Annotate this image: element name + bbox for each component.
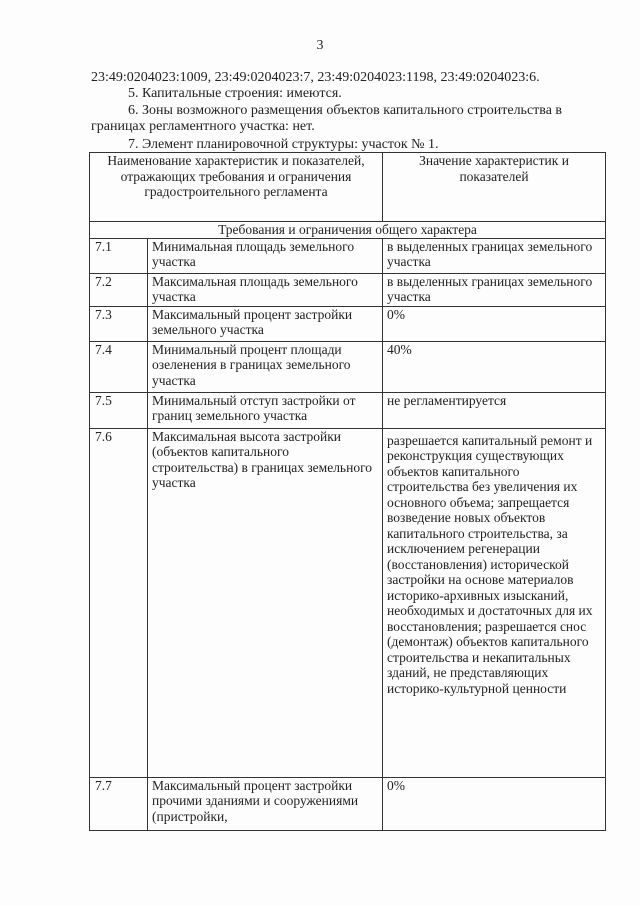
row-number: 7.5: [90, 392, 148, 428]
row-characteristic: Максимальная высота застройки (объектов капитального строительства) в границах земельного участка: [148, 428, 383, 777]
table-row: [90, 238, 606, 273]
capital-buildings-item: 5. Капитальные строения: имеются.: [128, 86, 342, 101]
row-number: 7.2: [90, 273, 148, 306]
table-row: [90, 273, 606, 306]
row-value: 40%: [383, 341, 606, 392]
page-number: 3: [316, 38, 324, 53]
placement-zones-item-continued: границах регламентного участка: нет.: [91, 119, 315, 134]
row-characteristic: Минимальная площадь земельного участка: [148, 238, 383, 273]
row-number: 7.7: [90, 777, 148, 830]
table-row: [90, 392, 606, 428]
table-header-row: [90, 153, 606, 222]
row-value: 0%: [383, 777, 606, 830]
cadastral-numbers-line: 23:49:0204023:1009, 23:49:0204023:7, 23:49:0204023:1198, 23:49:0204023:6.: [91, 70, 540, 85]
table-row: [90, 341, 606, 392]
table-row: [90, 306, 606, 341]
row-value: в выделенных границах земельного участка: [383, 273, 606, 306]
row-number: 7.6: [90, 428, 148, 777]
row-characteristic: Минимальный отступ застройки от границ земельного участка: [148, 392, 383, 428]
table-row: [90, 777, 606, 830]
row-value: разрешается капитальный ремонт и реконструкция существующих объектов капитального строительства без увеличения их основного объема; запрещается возведение новых объектов капитального строительства, за исключением регенерации (восстановления) исторической застройки на основе материалов историко-архивных изысканий, необходимых и достаточных для их восстановления; разрешается снос (демонтаж) объектов капитального строительства и некапитальных зданий, не представляющих историко-культурной ценности: [383, 428, 606, 777]
row-characteristic: Минимальный процент площади озеленения в границах земельного участка: [148, 341, 383, 392]
regulation-table: [89, 152, 606, 831]
row-characteristic: Максимальная площадь земельного участка: [148, 273, 383, 306]
row-characteristic: Максимальный процент застройки прочими зданиями и сооружениями (пристройки,: [148, 777, 383, 830]
section-title: Требования и ограничения общего характера: [90, 222, 606, 239]
row-number: 7.3: [90, 306, 148, 341]
row-number: 7.1: [90, 238, 148, 273]
row-value: не регламентируется: [383, 392, 606, 428]
header-values: Значение характеристик и показателей: [383, 153, 606, 222]
planning-element-item: 7. Элемент планировочной структуры: участок № 1.: [128, 137, 439, 152]
row-number: 7.4: [90, 341, 148, 392]
row-value: в выделенных границах земельного участка: [383, 238, 606, 273]
row-characteristic: Максимальный процент застройки земельного участка: [148, 306, 383, 341]
header-characteristics: Наименование характеристик и показателей, отражающих требования и ограничения градостроительного регламента: [90, 153, 383, 222]
placement-zones-item: 6. Зоны возможного размещения объектов капитального строительства в: [128, 103, 563, 118]
table-row: [90, 428, 606, 777]
section-row: [90, 222, 606, 239]
row-value: 0%: [383, 306, 606, 341]
